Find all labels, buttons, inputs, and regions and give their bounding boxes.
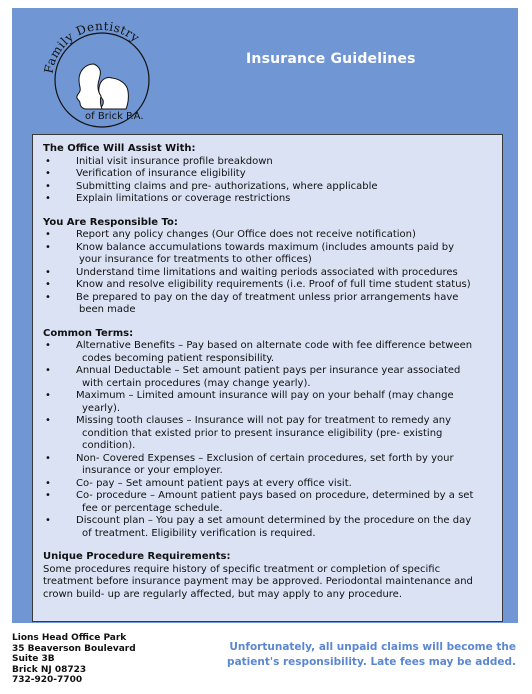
assist-list [43,156,496,206]
responsible-list [43,229,496,317]
item-text: Initial visit insurance profile breakdown [76,155,273,167]
bullet-icon: • [45,365,51,376]
item-text-continued: been made [79,304,136,315]
terms-list [43,340,496,540]
list-item [43,490,496,515]
list-item [43,515,496,540]
list-item [43,340,496,365]
list-item [43,181,496,194]
item-text: Annual Deductable – Set amount patient pays per insurance year associated [76,365,461,376]
unpaid-claims-notice [214,640,516,669]
item-text: Know and resolve eligibility requirements (i.e. Proof of full time student status) [76,279,471,290]
bullet-icon: • [45,452,51,464]
item-text-continued: of treatment. Eligibility verification is required. [82,527,316,539]
assist-section [43,143,496,206]
address-line: Lions Head Office Park [12,633,127,643]
list-item [43,229,496,242]
unique-line: treatment before insurance payment may be approved. Periodontal maintenance and [43,576,473,587]
page-title: Insurance Guidelines [246,51,416,67]
item-text-continued: condition that existed prior to present insurance eligibility (pre- existing [82,427,443,439]
address-line: Brick NJ 08723 [12,664,87,675]
bullet-icon: • [45,340,51,351]
guidelines-panel [32,134,503,622]
notice-line: Unfortunately, all unpaid claims will become the [229,641,516,653]
bullet-icon: • [45,515,51,526]
bullet-icon: • [45,168,51,179]
unique-section [43,551,496,601]
bullet-icon: • [45,229,51,240]
bullet-icon: • [45,266,51,278]
item-text-continued: fee or percentage schedule. [82,502,223,514]
list-item [43,365,496,390]
item-text: Discount plan – You pay a set amount determined by the procedure on the day [76,515,472,526]
list-item [43,415,496,453]
bullet-icon: • [45,415,51,426]
item-text-continued: condition). [82,440,136,451]
unique-line: Some procedures require history of specific treatment or completion of specific [43,563,441,575]
item-text: Missing tooth clauses – Insurance will not pay for treatment to remedy any [76,415,452,426]
item-text: Submitting claims and pre- authorizations, where applicable [76,180,378,192]
item-text: Non- Covered Expenses – Exclusion of certain procedures, set forth by your [76,452,454,464]
item-text-continued: codes becoming patient responsibility. [82,352,275,364]
item-text-continued: insurance or your employer. [82,465,223,476]
unique-text [43,564,496,602]
list-item [43,242,496,267]
unique-line: crown build- up are regularly affected, but may apply to any procedure. [43,588,403,600]
notice-line: patient's responsibility. Late fees may be added. [227,655,516,668]
bullet-icon: • [45,241,51,253]
item-text: Be prepared to pay on the day of treatment unless prior arrangements have [76,291,459,303]
item-text: Maximum – Limited amount insurance will pay on your behalf (may change [76,390,454,401]
bullet-icon: • [45,279,51,290]
bullet-icon: • [45,490,51,501]
logo-subtitle: of Brick P.A. [85,111,144,122]
header-frame [12,8,518,623]
office-address [12,633,136,686]
item-text: Know balance accumulations towards maximum (includes amounts paid by [76,241,455,253]
list-item [43,193,496,206]
bullet-icon: • [45,180,51,192]
section-title: The Office Will Assist With: [43,143,196,154]
item-text: Explain limitations or coverage restrictions [76,193,291,204]
section-title: You Are Responsible To: [43,216,178,228]
phone-number: 732-920-7700 [12,675,83,686]
list-item [43,453,496,478]
responsible-section [43,217,496,317]
item-text: Co- pay – Set amount patient pays at every office visit. [76,477,352,489]
terms-section [43,328,496,541]
list-item [43,156,496,169]
section-title: Unique Procedure Requirements: [43,551,231,562]
bullet-icon: • [45,477,51,489]
item-text-continued: yearly). [82,402,121,414]
address-line: 35 Beaverson Boulevard [12,643,136,654]
logo-name: Family Dentistry [41,18,143,75]
item-text: Verification of insurance eligibility [76,168,246,179]
item-text-continued: with certain procedures (may change yearly). [82,377,311,389]
bullet-icon: • [45,155,51,167]
list-item [43,478,496,491]
list-item [43,267,496,280]
list-item [43,390,496,415]
item-text: Alternative Benefits – Pay based on alternate code with fee difference between [76,340,473,351]
item-text-continued: your insurance for treatments to other offices) [79,254,312,265]
list-item [43,168,496,181]
bullet-icon: • [45,390,51,401]
list-item [43,292,496,317]
item-text: Report any policy changes (Our Office does not receive notification) [76,229,416,240]
item-text: Co- procedure – Amount patient pays based on procedure, determined by a set [76,490,474,501]
address-line: Suite 3B [12,654,55,665]
item-text: Understand time limitations and waiting periods associated with procedures [76,266,458,278]
bullet-icon: • [45,291,51,303]
list-item [43,279,496,292]
bullet-icon: • [45,193,51,204]
section-title: Common Terms: [43,327,134,339]
